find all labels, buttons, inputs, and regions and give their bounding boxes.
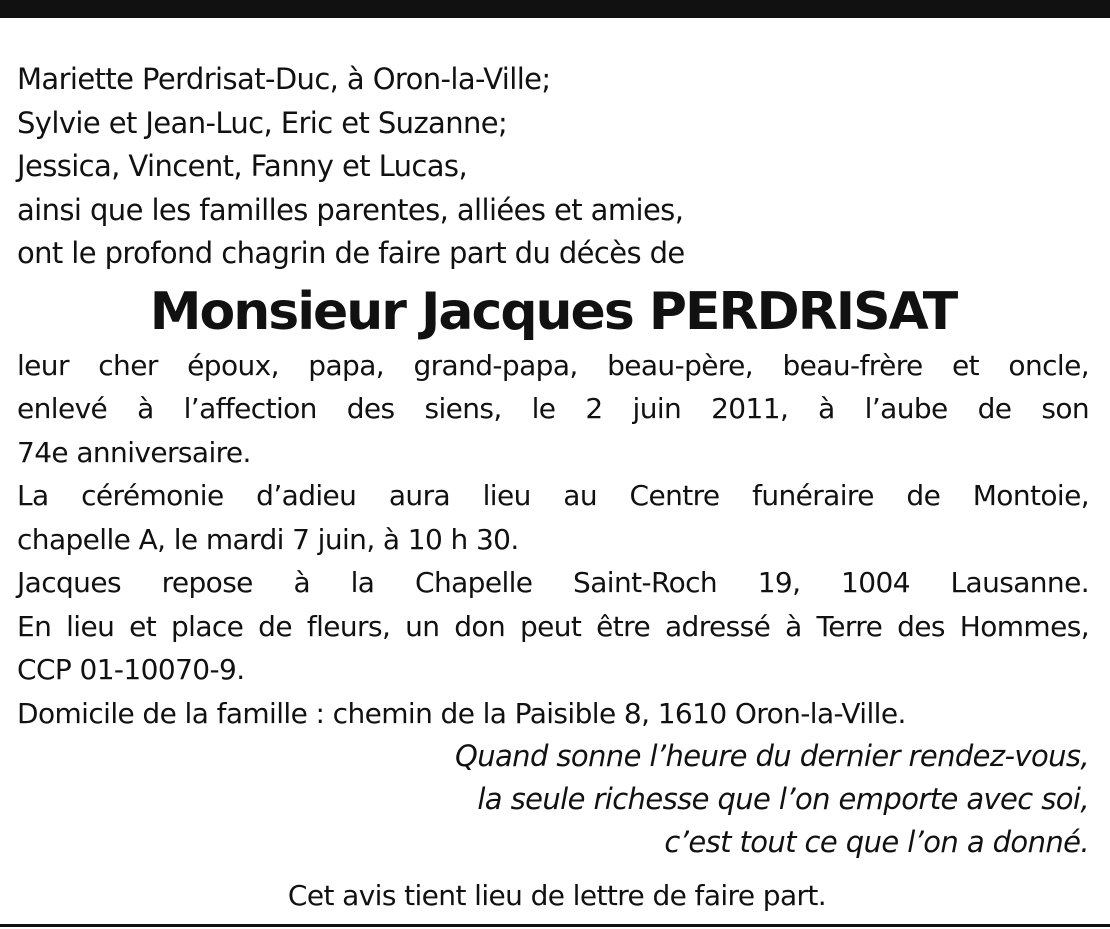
relation-line: enlevé à l’affection des siens, le 2 juin 2011, à l’aube de son — [17, 392, 1089, 425]
top-border-rule — [0, 0, 1110, 18]
family-line: Jessica, Vincent, Fanny et Lucas, — [17, 149, 468, 183]
quote-line: la seule richesse que l’on emporte avec soi, — [477, 782, 1089, 816]
ceremony-line: La cérémonie d’adieu aura lieu au Centre funéraire de Montoie, — [17, 479, 1089, 512]
obituary-notice — [17, 58, 1089, 917]
family-domicile-line: Domicile de la famille : chemin de la Paisible 8, 1610 Oron-la-Ville. — [17, 696, 906, 730]
bottom-border-rule — [0, 924, 1110, 927]
family-list — [17, 58, 1089, 276]
relation-paragraph — [17, 344, 1089, 475]
quote-line: Quand sonne l’heure du dernier rendez-vous, — [454, 739, 1089, 773]
deceased-name-heading: Monsieur Jacques PERDRISAT — [149, 281, 957, 342]
ceremony-line: chapelle A, le mardi 7 juin, à 10 h 30. — [17, 522, 519, 556]
quote-line: c’est tout ce que l’on a donné. — [664, 825, 1089, 859]
family-line: Mariette Perdrisat-Duc, à Oron-la-Ville; — [17, 62, 551, 96]
family-line: ont le profond chagrin de faire part du décès de — [17, 236, 685, 270]
closing-quote — [17, 735, 1089, 864]
rest-location-line: Jacques repose à la Chapelle Saint-Roch 19, 1004 Lausanne. — [17, 566, 1089, 599]
family-line: Sylvie et Jean-Luc, Eric et Suzanne; — [17, 105, 508, 140]
donation-paragraph — [17, 605, 1089, 692]
relation-line: 74e anniversaire. — [17, 435, 251, 469]
family-line: ainsi que les familles parentes, alliées et amies, — [17, 192, 684, 227]
donation-account-line: CCP 01-10070-9. — [17, 653, 245, 686]
ceremony-paragraph — [17, 474, 1089, 561]
donation-line: En lieu et place de fleurs, un don peut être adressé à Terre des Hommes, — [17, 609, 1089, 643]
notice-closing-line: Cet avis tient lieu de lettre de faire part. — [287, 879, 827, 912]
relation-line: leur cher époux, papa, grand-papa, beau-père, beau-frère et oncle, — [17, 348, 1089, 382]
